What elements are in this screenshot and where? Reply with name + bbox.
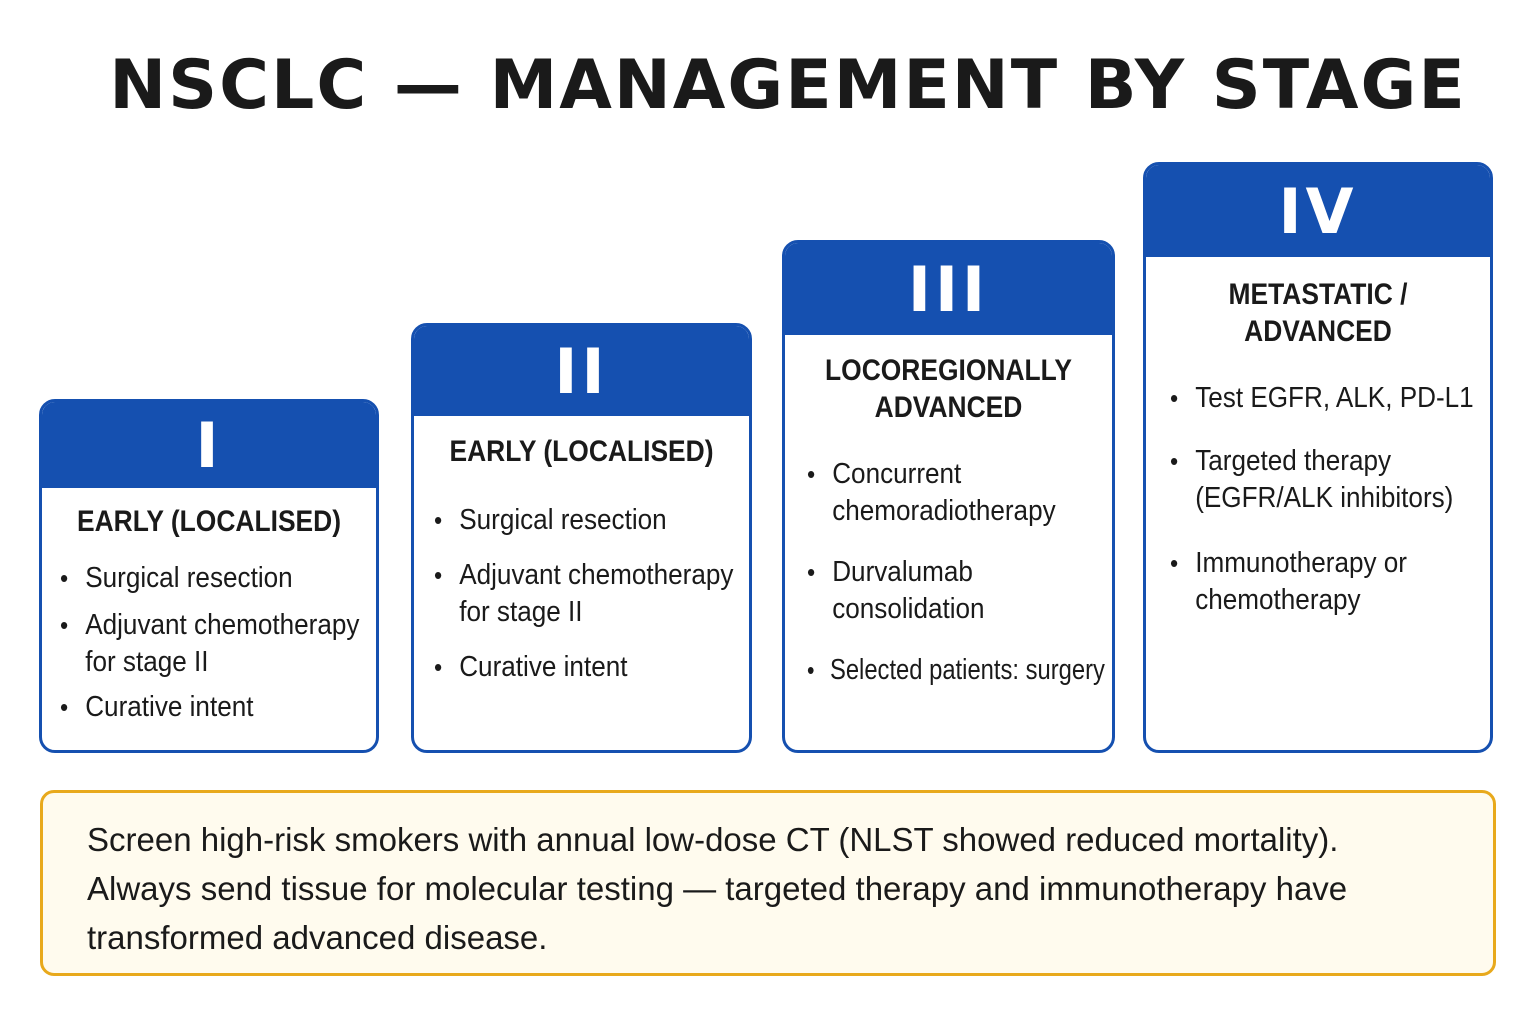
stage-card-3: [782, 240, 1115, 753]
treatment-list: [1170, 380, 1490, 619]
stage-label-line: ADVANCED: [1244, 315, 1392, 348]
note-line: Screen high-risk smokers with annual low-dose CT (NLST showed reduced mortality).: [87, 821, 1339, 858]
list-item-line: Test EGFR, ALK, PD-L1: [1195, 382, 1474, 414]
bullet-icon: •: [60, 610, 69, 640]
treatment-list: [60, 560, 376, 726]
page-title: NSCLC — MANAGEMENT BY STAGE: [109, 46, 1467, 125]
stage-label: [434, 433, 729, 470]
stage-numeral: III: [907, 252, 990, 326]
list-item: [1170, 380, 1474, 417]
list-item-line: Curative intent: [85, 691, 254, 723]
stage-label-line: ADVANCED: [874, 391, 1023, 424]
treatment-list: [434, 502, 749, 686]
list-item: [807, 554, 1082, 628]
list-item: [1170, 545, 1458, 619]
list-item: [60, 560, 344, 597]
bullet-icon: •: [807, 557, 816, 587]
list-item: [807, 652, 1105, 689]
bullet-icon: •: [1170, 548, 1179, 578]
list-item: [434, 649, 718, 686]
list-item: [1170, 443, 1458, 517]
stage-numeral-header: [1146, 165, 1490, 257]
stage-numeral-header: [414, 326, 749, 416]
bullet-icon: •: [60, 563, 69, 593]
note-line: Always send tissue for molecular testing — targeted therapy and immunotherapy have: [87, 870, 1348, 907]
list-item-line: Surgical resection: [85, 562, 293, 594]
stage-label: [805, 352, 1093, 426]
stage-label-line: EARLY (LOCALISED): [76, 505, 342, 538]
bullet-icon: •: [807, 655, 815, 685]
list-item-line: Selected patients: surgery: [829, 654, 1105, 686]
list-item-line: Targeted therapy: [1195, 445, 1392, 477]
list-item-line: (EGFR/ALK inhibitors): [1195, 482, 1454, 514]
stage-label: [1167, 276, 1470, 350]
stage-label-line: METASTATIC /: [1228, 278, 1408, 311]
bullet-icon: •: [60, 692, 69, 722]
stage-card-2: [411, 323, 752, 753]
list-item-line: chemoradiotherapy: [832, 495, 1056, 527]
stage-label: [62, 503, 356, 540]
note-line: transformed advanced disease.: [87, 919, 548, 956]
bullet-icon: •: [1170, 446, 1179, 476]
list-item-line: Durvalumab: [832, 556, 973, 588]
list-item-line: consolidation: [832, 593, 985, 625]
stage-card-4: [1143, 162, 1493, 753]
list-item: [60, 607, 360, 681]
bullet-icon: •: [434, 560, 443, 590]
stage-label-line: EARLY (LOCALISED): [449, 435, 714, 468]
list-item: [434, 557, 734, 631]
bullet-icon: •: [807, 459, 816, 489]
list-item-line: Curative intent: [459, 651, 628, 683]
screening-note-box: [40, 790, 1496, 976]
list-item-line: Concurrent: [832, 458, 962, 490]
stage-numeral: IV: [1278, 174, 1358, 248]
list-item-line: Immunotherapy or: [1195, 547, 1407, 579]
bullet-icon: •: [1170, 383, 1179, 413]
list-item-line: Adjuvant chemotherapy: [459, 559, 734, 591]
bullet-icon: •: [434, 652, 443, 682]
list-item-line: chemotherapy: [1195, 584, 1361, 616]
list-item-line: for stage II: [459, 596, 583, 628]
stage-numeral-header: [42, 402, 376, 488]
list-item: [60, 689, 344, 726]
treatment-list: [807, 456, 1112, 689]
stage-label-line: LOCOREGIONALLY: [825, 354, 1072, 387]
list-item-line: for stage II: [85, 646, 209, 678]
stage-numeral: I: [195, 408, 223, 482]
list-item-line: Surgical resection: [459, 504, 667, 536]
stage-numeral-header: [785, 243, 1112, 335]
stage-card-1: [39, 399, 379, 753]
list-item: [807, 456, 1082, 530]
bullet-icon: •: [434, 505, 443, 535]
stage-numeral: II: [554, 334, 609, 408]
list-item-line: Adjuvant chemotherapy: [85, 609, 360, 641]
list-item: [434, 502, 718, 539]
